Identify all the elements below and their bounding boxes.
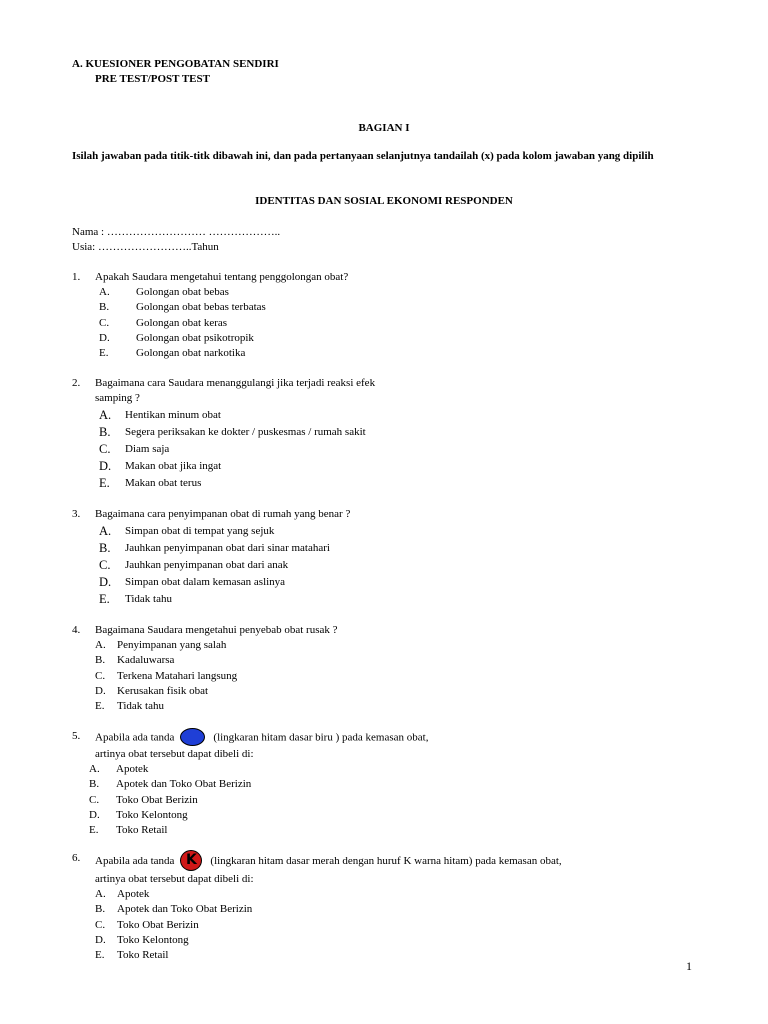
option-letter: D. — [99, 459, 112, 474]
option-text: Tidak tahu — [117, 699, 164, 712]
option-letter: E. — [89, 823, 99, 836]
option-text: Toko Kelontong — [117, 933, 189, 946]
option-text: Simpan obat di tempat yang sejuk — [125, 525, 275, 538]
option-d[interactable] — [95, 933, 712, 948]
option-letter: D. — [99, 575, 112, 590]
option-b[interactable] — [95, 902, 712, 917]
question-2 — [72, 376, 712, 492]
option-letter: E. — [95, 948, 105, 961]
option-text: Makan obat jika ingat — [125, 460, 222, 473]
option-letter: D. — [99, 331, 110, 344]
name-field: Nama : ……………………… ……………….. — [72, 226, 281, 238]
option-c[interactable] — [95, 918, 712, 933]
question-text: Bagaimana cara penyimpanan obat di rumah yang benar ? — [95, 508, 351, 520]
option-a[interactable] — [95, 638, 712, 653]
option-text: Apotek dan Toko Obat Berizin — [116, 778, 252, 791]
question-text-line-1: Bagaimana cara Saudara menanggulangi jika terjadi reaksi efek — [95, 377, 376, 389]
option-letter: A. — [99, 286, 110, 299]
option-letter: A. — [95, 888, 106, 901]
document-subtitle: PRE TEST/POST TEST — [95, 73, 210, 85]
option-b[interactable] — [99, 540, 712, 557]
option-letter: E. — [99, 592, 110, 607]
option-text: Tidak tahu — [125, 593, 172, 606]
option-letter: C. — [99, 558, 111, 573]
option-letter: B. — [89, 778, 100, 791]
option-list — [99, 285, 712, 361]
page-number: 1 — [686, 959, 692, 973]
option-text: Golongan obat psikotropik — [136, 331, 254, 344]
question-text-before: Apabila ada tanda — [95, 731, 175, 744]
question-text-line-2: samping ? — [95, 392, 140, 405]
option-letter: A. — [99, 524, 112, 539]
age-field: Usia: ……………………..Tahun — [72, 241, 219, 253]
option-letter: C. — [95, 918, 106, 931]
option-letter: C. — [99, 316, 110, 329]
option-c[interactable] — [99, 441, 712, 458]
option-text: Jauhkan penyimpanan obat dari sinar matahari — [125, 542, 330, 555]
identity-heading: IDENTITAS DAN SOSIAL EKONOMI RESPONDEN — [255, 195, 513, 207]
option-letter: C. — [99, 442, 111, 457]
option-a[interactable] — [99, 523, 712, 540]
option-d[interactable] — [99, 331, 712, 346]
option-b[interactable] — [95, 653, 712, 668]
option-b[interactable] — [99, 424, 712, 441]
option-text: Penyimpanan yang salah — [117, 639, 227, 652]
option-letter: C. — [95, 669, 106, 682]
option-e[interactable] — [95, 948, 712, 963]
option-letter: A. — [99, 408, 112, 423]
question-text — [95, 851, 712, 887]
question-text — [95, 376, 712, 406]
question-text-before: Apabila ada tanda — [95, 855, 175, 868]
option-text: Golongan obat bebas — [136, 286, 229, 299]
question-text: Apakah Saudara mengetahui tentang penggolongan obat? — [95, 271, 349, 283]
option-a[interactable] — [99, 285, 712, 300]
question-4 — [72, 623, 712, 714]
option-letter: B. — [99, 541, 111, 556]
option-c[interactable] — [99, 557, 712, 574]
option-text: Segera periksakan ke dokter / puskesmas / rumah sakit — [125, 426, 366, 439]
option-d[interactable] — [99, 458, 712, 475]
option-letter: B. — [99, 301, 110, 314]
option-letter: A. — [89, 763, 100, 776]
option-a[interactable] — [95, 887, 712, 902]
question-6 — [72, 851, 712, 963]
section-heading: BAGIAN I — [358, 122, 410, 134]
option-list — [95, 887, 712, 963]
option-list — [95, 638, 712, 714]
question-text-after: (lingkaran hitam dasar biru ) pada kemasan obat, — [213, 731, 429, 744]
option-letter: B. — [95, 903, 106, 916]
question-number: 6. — [72, 852, 81, 864]
option-text: Simpan obat dalam kemasan aslinya — [125, 576, 286, 589]
option-text: Apotek dan Toko Obat Berizin — [117, 903, 253, 916]
option-letter: D. — [95, 933, 106, 946]
option-letter: E. — [99, 476, 110, 491]
option-e[interactable] — [99, 346, 712, 361]
option-text: Terkena Matahari langsung — [117, 669, 238, 682]
question-number: 2. — [72, 377, 81, 389]
option-letter: A. — [95, 639, 106, 652]
option-letter: D. — [89, 808, 100, 821]
option-text: Jauhkan penyimpanan obat dari anak — [125, 559, 289, 572]
option-e[interactable] — [99, 591, 712, 608]
option-b[interactable] — [99, 300, 712, 315]
option-b[interactable] — [89, 777, 712, 792]
option-text: Kadaluwarsa — [117, 654, 175, 667]
red-k-circle-symbol-icon: K — [180, 850, 202, 871]
option-list — [89, 762, 712, 838]
option-letter: E. — [99, 346, 109, 359]
question-text-line-2: artinya obat tersebut dapat dibeli di: — [95, 873, 254, 885]
option-text: Diam saja — [125, 443, 170, 456]
option-e[interactable] — [89, 823, 712, 838]
question-number: 4. — [72, 624, 81, 636]
question-5 — [72, 729, 712, 838]
question-number: 5. — [72, 730, 81, 742]
option-text: Golongan obat narkotika — [136, 346, 246, 359]
option-text: Hentikan minum obat — [125, 409, 221, 422]
option-e[interactable] — [95, 699, 712, 714]
option-text: Toko Retail — [116, 823, 168, 836]
question-text: Bagaimana Saudara mengetahui penyebab obat rusak ? — [95, 624, 338, 636]
option-letter: C. — [89, 793, 100, 806]
option-text: Kerusakan fisik obat — [117, 684, 209, 697]
blue-circle-symbol-icon — [180, 728, 205, 746]
option-text: Golongan obat bebas terbatas — [136, 301, 266, 314]
question-number: 1. — [72, 271, 81, 283]
question-text-line-2: artinya obat tersebut dapat dibeli di: — [95, 748, 254, 760]
document-title: A. KUESIONER PENGOBATAN SENDIRI — [72, 58, 279, 70]
option-c[interactable] — [99, 316, 712, 331]
option-letter: B. — [99, 425, 111, 440]
option-d[interactable] — [99, 574, 712, 591]
question-text-after: (lingkaran hitam dasar merah dengan huruf K warna hitam) pada kemasan obat, — [210, 855, 562, 868]
instruction-text: Isilah jawaban pada titik-titk dibawah ini, dan pada pertanyaan selanjutnya tandailah (x) pada kolom jawaban yang dipilih — [72, 150, 654, 162]
option-text: Toko Kelontong — [116, 808, 188, 821]
option-list — [99, 407, 712, 492]
option-letter: E. — [95, 699, 105, 712]
question-text — [95, 729, 712, 762]
option-c[interactable] — [95, 669, 712, 684]
question-3 — [72, 507, 712, 608]
option-text: Toko Obat Berizin — [117, 918, 199, 931]
option-text: Toko Obat Berizin — [116, 793, 198, 806]
option-c[interactable] — [89, 793, 712, 808]
option-text: Golongan obat keras — [136, 316, 228, 329]
option-a[interactable] — [89, 762, 712, 777]
option-a[interactable] — [99, 407, 712, 424]
option-e[interactable] — [99, 475, 712, 492]
option-text: Makan obat terus — [125, 477, 202, 490]
option-letter: D. — [95, 684, 106, 697]
option-d[interactable] — [95, 684, 712, 699]
option-list — [99, 523, 712, 608]
option-text: Toko Retail — [117, 948, 169, 961]
question-1 — [72, 270, 712, 361]
question-number: 3. — [72, 508, 81, 520]
option-letter: B. — [95, 654, 106, 667]
option-text: Apotek — [116, 763, 149, 776]
option-text: Apotek — [117, 888, 150, 901]
option-d[interactable] — [89, 808, 712, 823]
